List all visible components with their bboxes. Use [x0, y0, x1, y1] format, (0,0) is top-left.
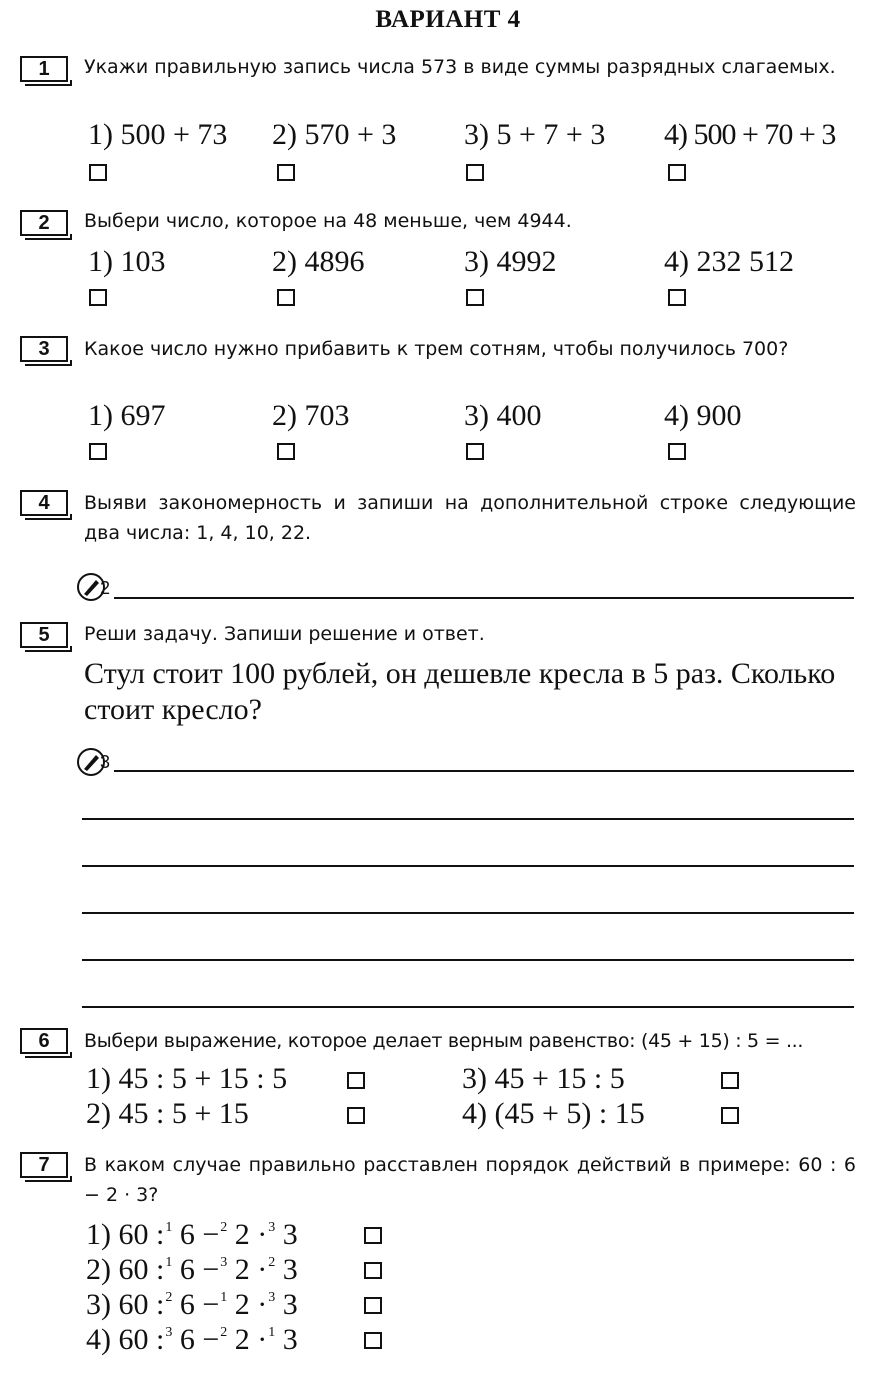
task-1-question: Укажи правильную запись числа 573 в виде суммы разрядных слагаемых. — [84, 56, 836, 78]
task-7-option-2: 2) 60 :$^1$ 6 −$^3$ 2 ·$^2$ 3 — [86, 1253, 298, 1286]
task-2-question: Выбери число, которое на 48 меньше, чем 4944. — [84, 210, 572, 232]
task-1-checkbox-2[interactable] — [277, 164, 295, 181]
answer-line[interactable] — [114, 597, 854, 599]
task-7-option-1: 1) 60 :$^1$ 6 −$^2$ 2 ·$^3$ 3 — [86, 1218, 298, 1251]
answer-line[interactable] — [82, 818, 854, 820]
task-2-checkbox-4[interactable] — [668, 289, 686, 306]
task-number-4: 4 — [20, 490, 68, 516]
task-1-option-4: 4) 500 + 70 + 3 — [664, 118, 836, 151]
task-6-option-1: 1) 45 : 5 + 15 : 5 — [86, 1062, 288, 1095]
task-number-5: 5 — [20, 622, 68, 648]
task-2-option-2: 2) 4896 — [272, 245, 365, 278]
task-number-7: 7 — [20, 1152, 68, 1178]
task-1-checkbox-3[interactable] — [466, 164, 484, 181]
task-2-checkbox-3[interactable] — [466, 289, 484, 306]
task-7-option-4: 4) 60 :$^3$ 6 −$^2$ 2 ·$^1$ 3 — [86, 1323, 298, 1356]
task-3-checkbox-1[interactable] — [89, 443, 107, 460]
answer-line[interactable] — [82, 959, 854, 961]
task-2-option-1: 1) 103 — [88, 245, 166, 278]
task-5-question: Реши задачу. Запиши решение и ответ. — [84, 623, 485, 645]
task-3-checkbox-3[interactable] — [466, 443, 484, 460]
task-3-checkbox-4[interactable] — [668, 443, 686, 460]
answer-line[interactable] — [82, 1006, 854, 1008]
task-5-problem-text: Стул стоит 100 рублей, он дешевле кресла в 5 раз. Сколько стоит кресло? — [84, 657, 836, 726]
task-6-option-3: 3) 45 + 15 : 5 — [462, 1062, 625, 1095]
task-1-checkbox-1[interactable] — [89, 164, 107, 181]
task-5-points: 3 — [100, 752, 111, 772]
task-2-option-3: 3) 4992 — [464, 245, 557, 278]
page-title: ВАРИАНТ 4 — [375, 6, 521, 33]
task-3-option-2: 2) 703 — [272, 399, 350, 432]
task-6-option-4: 4) (45 + 5) : 15 — [462, 1097, 645, 1130]
task-4-question: Выяви закономерность и запиши на дополнительной строке следующие два числа: 1, 4, 10, 22. — [84, 492, 856, 544]
task-7-checkbox-2[interactable] — [364, 1262, 382, 1279]
task-7-checkbox-4[interactable] — [364, 1332, 382, 1349]
task-number-6: 6 — [20, 1028, 68, 1054]
task-2-option-4: 4) 232 512 — [664, 245, 794, 278]
task-3-checkbox-2[interactable] — [277, 443, 295, 460]
task-1-checkbox-4[interactable] — [668, 164, 686, 181]
answer-line[interactable] — [82, 865, 854, 867]
answer-line[interactable] — [114, 770, 854, 772]
task-6-checkbox-2[interactable] — [347, 1107, 365, 1124]
task-3-question: Какое число нужно прибавить к трем сотням, чтобы получилось 700? — [84, 338, 789, 360]
task-2-checkbox-2[interactable] — [277, 289, 295, 306]
task-2-checkbox-1[interactable] — [89, 289, 107, 306]
task-3-option-3: 3) 400 — [464, 399, 542, 432]
task-1-option-3: 3) 5 + 7 + 3 — [464, 118, 606, 151]
task-6-checkbox-3[interactable] — [721, 1072, 739, 1089]
task-7-option-3: 3) 60 :$^2$ 6 −$^1$ 2 ·$^3$ 3 — [86, 1288, 298, 1321]
task-1-option-2: 2) 570 + 3 — [272, 118, 397, 151]
task-number-1: 1 — [20, 56, 68, 82]
task-6-question: Выбери выражение, которое делает верным равенство: (45 + 15) : 5 = ... — [84, 1030, 804, 1052]
answer-line[interactable] — [82, 912, 854, 914]
task-7-question: В каком случае правильно расставлен порядок действий в примере: 60 : 6 − 2 · 3? — [84, 1154, 856, 1206]
task-4-points: 2 — [100, 578, 111, 598]
task-3-option-4: 4) 900 — [664, 399, 742, 432]
task-7-checkbox-1[interactable] — [364, 1227, 382, 1244]
task-6-checkbox-4[interactable] — [721, 1107, 739, 1124]
task-1-option-1: 1) 500 + 73 — [88, 118, 228, 151]
task-7-checkbox-3[interactable] — [364, 1297, 382, 1314]
task-3-option-1: 1) 697 — [88, 399, 166, 432]
task-6-checkbox-1[interactable] — [347, 1072, 365, 1089]
task-number-3: 3 — [20, 336, 68, 362]
task-number-2: 2 — [20, 210, 68, 236]
task-6-option-2: 2) 45 : 5 + 15 — [86, 1097, 249, 1130]
